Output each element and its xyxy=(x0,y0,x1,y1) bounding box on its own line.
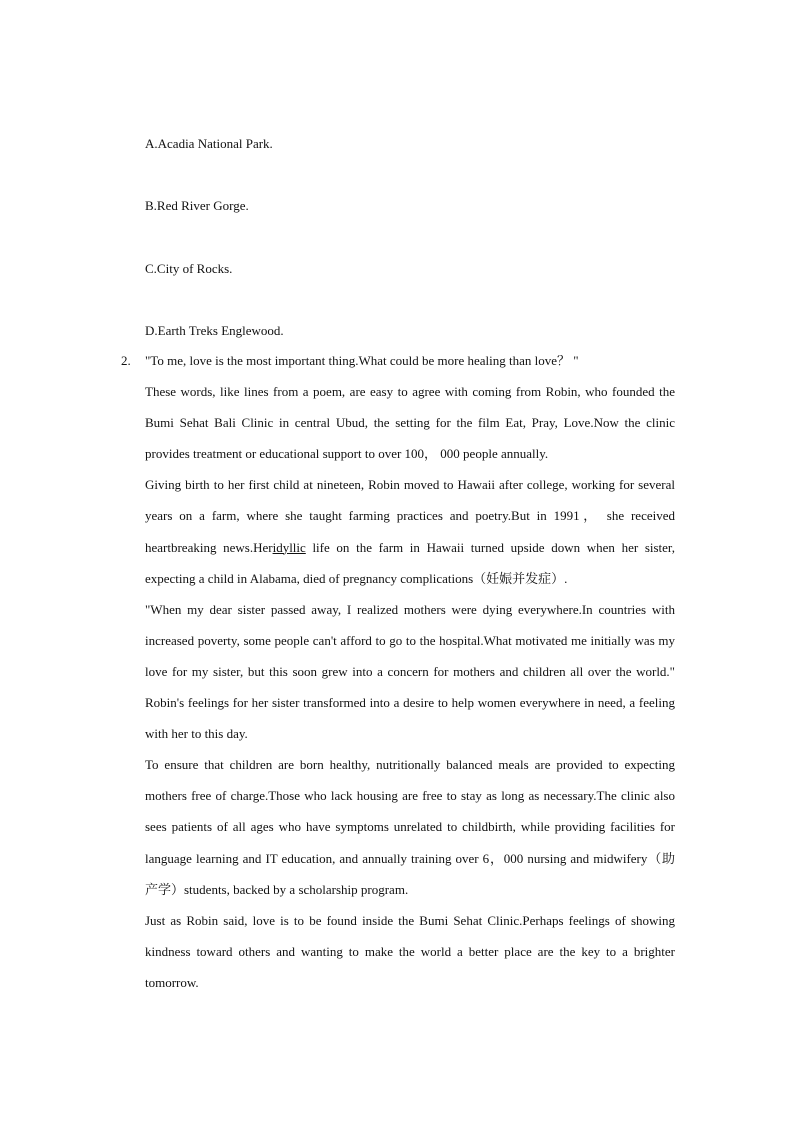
underlined-word: idyllic xyxy=(272,539,306,555)
option-a: A.Acadia National Park. xyxy=(145,136,273,151)
option-d: D.Earth Treks Englewood. xyxy=(145,323,284,338)
reading-passage xyxy=(145,345,675,998)
passage-quote: "To me, love is the most important thing.What could be more healing than love？ " xyxy=(145,353,579,368)
passage-paragraph-1: These words, like lines from a poem, are easy to agree with coming from Robin, who founded the Bumi Sehat Bali Clinic in central Ubud, the setting for the film Eat, Pray, Love.Now the clinic provides treatment or educational support to over 100， 000 people annually. xyxy=(145,384,675,462)
option-b: B.Red River Gorge. xyxy=(145,198,249,213)
question-number: 2. xyxy=(121,353,131,368)
option-c: C.City of Rocks. xyxy=(145,261,233,276)
passage-paragraph-5: Just as Robin said, love is to be found inside the Bumi Sehat Clinic.Perhaps feelings of showing kindness toward others and wanting to make the world a better place are the key to a brighter tomorrow. xyxy=(145,912,675,990)
passage-paragraph-4: To ensure that children are born healthy, nutritionally balanced meals are provided to expecting mothers free of charge.Those who lack housing are free to stay as long as necessary.The clinic also sees patients of all ages who have symptoms unrelated to childbirth, while providing facilities for language learning and IT education, and annually training over 6，000 nursing and midwifery（助产学）students, backed by a scholarship program. xyxy=(145,757,675,897)
paragraph-2-text-before: Giving birth to her first child at nineteen, Robin moved to Hawaii after college, working for several years on a farm, where she taught farming practices and poetry.But in 1991， she received heartbreaking news.Her xyxy=(145,477,675,555)
paragraph-2-text-after: life on the farm in Hawaii turned upside down when her sister, expecting a child in Alabama, died of pregnancy complications（妊娠并发症）. xyxy=(145,539,675,586)
passage-paragraph-3: "When my dear sister passed away, I realized mothers were dying everywhere.In countries with increased poverty, some people can't afford to go to the hospital.What motivated me initially was my love for my sister, but this soon grew into a concern for mothers and children all over the world." Robin's feelings for her sister transformed into a desire to help women everywhere in need, a feeling with her to this day. xyxy=(145,601,675,742)
passage-paragraph-2 xyxy=(145,469,675,593)
